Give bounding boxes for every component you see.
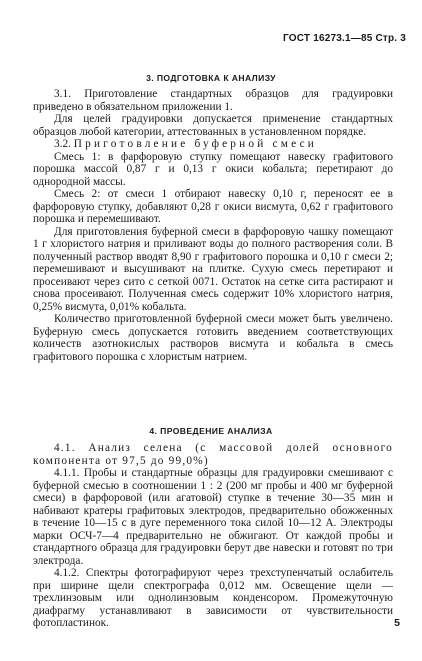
paragraph: 4.1.1. Пробы и стандартные образцы для градуировки смешивают с буферной смесью в соотношении 1 : 2 (200 мг пробы и 400 мг буферной смеси) в фарфоровой (или агатовой) ступке в течение 30—35 мин и набивают кратеры графитовых электродов, предварительно обожженных в течение 10—15 с в дуге переменного тока силой 10—12 А. Электроды марки ОСЧ-7—4 предварительно не обжигают. От каждой пробы и стандартного образца для градуировки берут две навески и готовят по три электрода. [33,467,393,567]
paragraph: 4.1.2. Спектры фотографируют через трехступенчатый ослабитель при ширине щели спектрографа 0,012 мм. Освещение щели — трехлинзовым или однолинзовым конденсором. Промежуточную диафрагму устанавливают в зависимости от чувствительности фотопластинок. [33,567,393,629]
section-3-body [33,88,393,363]
section-3-title: 3. ПОДГОТОВКА К АНАЛИЗУ [146,73,276,83]
subsection-number: 3.2. [54,138,74,150]
paragraph: 3.1. Приготовление стандартных образцов для градуировки приведено в обязательном приложении 1. [33,88,393,113]
subsection-title: Приготовление буферной смеси [73,138,318,150]
section-4-body [33,442,393,630]
page-header: ГОСТ 16273.1—85 Стр. 3 [283,33,406,44]
paragraph: Смесь 1: в фарфоровую ступку помещают навеску графитового порошка массой 0,87 г и 0,13 г окиси кобальта; перетирают до однородной массы. [33,150,393,188]
subsection-heading: 4.1. Анализ селена (с массовой долей основного компонента от 97,5 до 99,0%) [33,442,393,467]
paragraph: Для приготовления буферной смеси в фарфоровую чашку помещают 1 г хлористого натрия и приливают воды до полного растворения соли. В полученный раствор вводят 8,90 г графитового порошка и 0,10 г смеси 2; перемешивают и высушивают на плитке. Сухую смесь перетирают и просеивают через сито с сеткой 0071. Остаток на сетке сита растирают и снова просеивают. Полученная смесь содержит 10% хлористого натрия, 0,25% висмута, 0,01% кобальта. [33,225,393,313]
paragraph: Количество приготовленной буферной смеси может быть увеличено. Буферную смесь допускается готовить введением соответствующих количеств азотнокислых растворов висмута и кобальта в смесь графитового порошка с хлористым натрием. [33,313,393,363]
page-number: 5 [394,617,400,629]
section-4-title: 4. ПРОВЕДЕНИЕ АНАЛИЗА [149,426,273,436]
subsection-heading [33,138,393,151]
paragraph: Для целей градуировки допускается применение стандартных образцов любой категории, аттестованных в установленном порядке. [33,113,393,138]
paragraph: Смесь 2: от смеси 1 отбирают навеску 0,10 г, переносят ее в фарфоровую ступку, добавляют 0,28 г окиси висмута, 0,62 г графитового порошка и перемешивают. [33,188,393,225]
